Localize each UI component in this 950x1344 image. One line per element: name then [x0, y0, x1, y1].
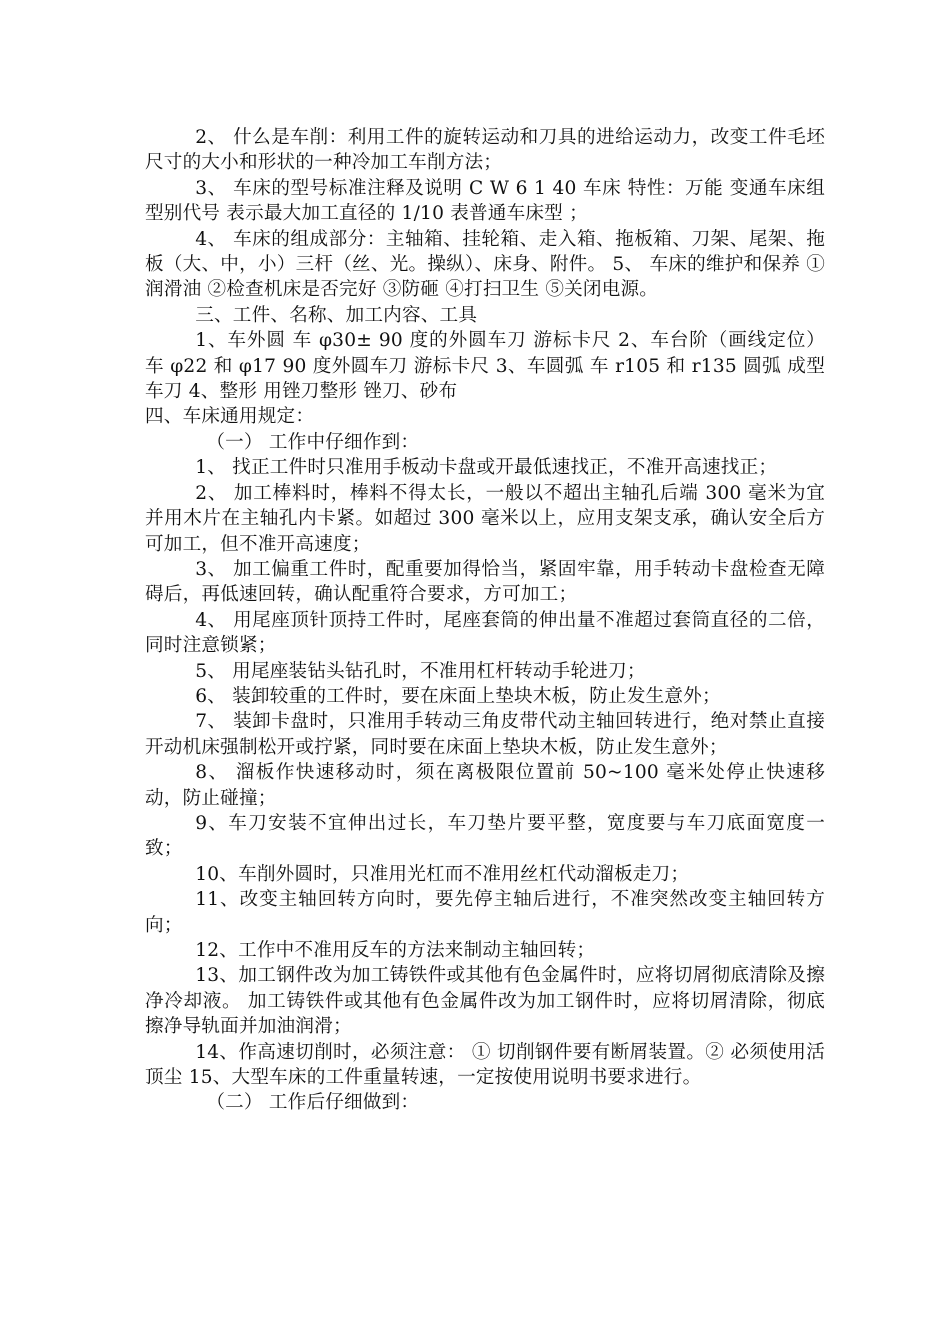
rule-item: 5、 用尾座装钻头钻孔时，不准用杠杆转动手轮进刀； — [195, 660, 646, 682]
section-heading-workpiece: 三、工件、名称、加工内容、工具 — [195, 304, 478, 326]
rule-item: 7、 装卸卡盘时，只准用手转动三角皮带代动主轴回转进行，绝对禁止直接开动机床强制松开或拧紧，同时要在床面上垫块木板，防止发生意外； — [145, 711, 825, 758]
paragraph-workpiece-tasks: 1、车外圆 车 φ30± 90 度的外圆车刀 游标卡尺 2、车台阶（画线定位） 车 φ22 和 φ17 90 度外圆车刀 游标卡尺 3、车圆弧 车 r105 和 r135 圆弧 成型车刀 4、整形 用锉刀整形 锉刀、砂布 — [145, 330, 825, 403]
rule-item: 8、 溜板作快速移动时，须在离极限位置前 50~100 毫米处停止快速移动，防止碰撞； — [145, 762, 825, 809]
subsection-heading-during-work: （一） 工作中仔细作到： — [206, 431, 420, 453]
rule-item: 3、 加工偏重工件时，配重要加得恰当，紧固牢靠，用手转动卡盘检查无障碍后，再低速回转，确认配重符合要求，方可加工； — [145, 558, 825, 606]
rule-item: 10、车削外圆时，只准用光杠而不准用丝杠代动溜板走刀； — [195, 863, 690, 885]
rule-item: 9、车刀安装不宜伸出过长，车刀垫片要平整，宽度要与车刀底面宽度一致； — [145, 812, 825, 860]
rule-item: 6、 装卸较重的工件时，要在床面上垫块木板，防止发生意外； — [195, 685, 721, 707]
rule-item: 2、 加工棒料时，棒料不得太长，一般以不超出主轴孔后端 300 毫米为宜并用木片在主轴孔内卡紧。如超过 300 毫米以上，应用支架支承，确认安全后方可加工，但不准开高速度； — [145, 482, 825, 555]
paragraph-lathe-model: 3、 车床的型号标准注释及说明 C W 6 1 40 车床 特性：万能 变通车床组 型别代号 表示最大加工直径的 1/10 表普通车床型 ； — [145, 177, 825, 225]
rule-item: 11、改变主轴回转方向时，要先停主轴后进行，不准突然改变主轴回转方向； — [145, 889, 825, 936]
rule-item: 14、作高速切削时，必须注意： ① 切削钢件要有断屑装置。② 必须使用活顶尘 15、大型车床的工件重量转速，一定按使用说明书要求进行。 — [145, 1041, 825, 1089]
rule-item: 4、 用尾座顶针顶持工件时，尾座套筒的伸出量不准超过套筒直径的二倍，同时注意锁紧； — [145, 609, 825, 657]
rule-item: 12、工作中不准用反车的方法来制动主轴回转； — [195, 940, 596, 961]
section-heading-general-rules: 四、车床通用规定： — [145, 406, 315, 428]
rule-item: 1、 找正工件时只准用手板动卡盘或开最低速找正，不准开高速找正； — [195, 457, 778, 479]
rule-item: 13、加工钢件改为加工铸铁件或其他有色金属件时，应将切屑彻底清除及擦净冷却液。 加工铸铁件或其他有色金属件改为加工钢件时，应将切屑清除，彻底擦净导轨面并加油润滑； — [145, 965, 825, 1038]
subsection-heading-after-work: （二） 工作后仔细做到： — [206, 1092, 420, 1114]
document-body — [145, 125, 825, 1116]
paragraph-lathe-components: 4、 车床的组成部分：主轴箱、挂轮箱、走入箱、拖板箱、刀架、尾架、拖板（大、中，小）三杆（丝、光。操纵）、床身、附件。 5、 车床的维护和保养 ①润滑油 ②检查机床是否完好 ③防砸 ④打扫卫生 ⑤关闭电源。 — [145, 228, 825, 301]
paragraph-turning-definition: 2、 什么是车削：利用工件的旋转运动和刀具的进给运动力，改变工件毛坯尺寸的大小和形状的一种冷加工车削方法； — [145, 127, 825, 174]
